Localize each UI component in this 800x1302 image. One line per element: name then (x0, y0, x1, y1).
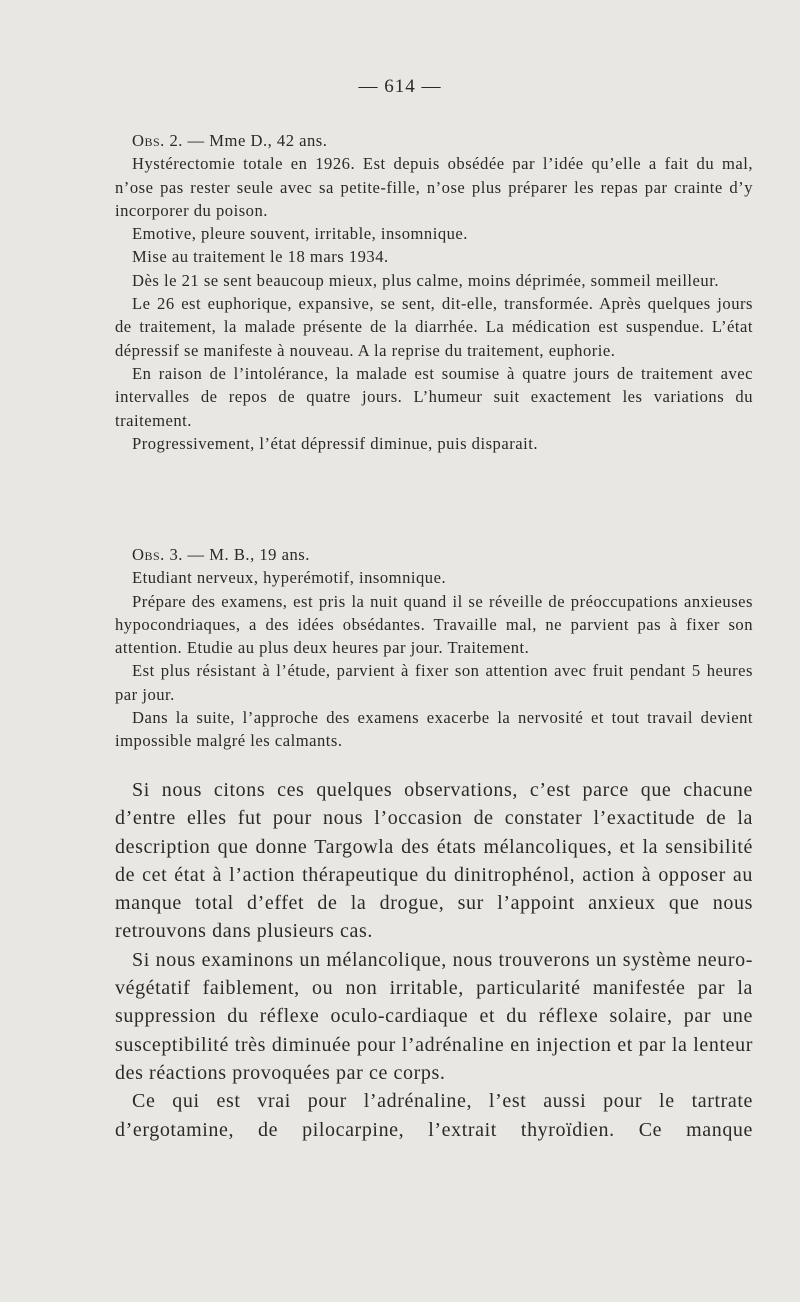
paragraph: Etudiant nerveux, hyperémotif, insomnique. (132, 568, 447, 588)
paragraph: Le 26 est euphorique, expansive, se sent, dit-elle, transformée. Après quelques jours de traitement, la malade présente de la diarrhée. La médication est suspendue. L’état dépressif se manifeste à nouveau. A la reprise du traitement, euphorie. (115, 294, 753, 360)
observation-2 (115, 129, 753, 455)
paragraph: Ce qui est vrai pour l’adrénaline, l’est aussi pour le tartrate d’ergotamine, de pilocarpine, l’extrait thyroïdien. Ce manque (115, 1090, 753, 1141)
paragraph: Hystérectomie totale en 1926. Est depuis obsédée par l’idée qu’elle a fait du mal, n’ose pas rester seule avec sa petite-fille, n’ose plus préparer les repas par crainte d’y incorporer du poison. (115, 154, 753, 220)
paragraph: Est plus résistant à l’étude, parvient à fixer son attention avec fruit pendant 5 heures par jour. (115, 661, 753, 704)
paragraph: Emotive, pleure souvent, irritable, insomnique. (132, 224, 468, 244)
observation-3 (115, 543, 753, 753)
observation-label: Obs. 2. (132, 131, 183, 150)
observation-subject: — M. B., 19 ans. (182, 545, 310, 564)
page-number: — 614 — (358, 76, 442, 97)
paragraph: Si nous citons ces quelques observations, c’est parce que chacune d’entre elles fut pour nous l’occasion de constater l’exactitude de la description que donne Targowla des états mélancoliques, et la sensibilité de cet état à l’action thérapeutique du dinitrophénol, action à opposer au manque total d’effet de la drogue, sur l’appoint anxieux que nous retrouvons dans plusieurs cas. (115, 779, 753, 943)
paragraph: Mise au traitement le 18 mars 1934. (132, 247, 389, 267)
paragraph: Progressivement, l’état dépressif diminue, puis disparait. (132, 433, 538, 453)
observation-label: Obs. 3. (132, 545, 183, 564)
paragraph: Dans la suite, l’approche des examens exacerbe la nervosité et tout travail devient impossible malgré les calmants. (115, 708, 753, 751)
observation-heading (115, 129, 753, 152)
observation-heading (115, 543, 753, 566)
paragraph: Si nous examinons un mélancolique, nous trouverons un système neuro-végétatif faiblement, ou non irritable, particularité manifestée par la suppression du réflexe oculo-cardiaque et du réflexe solaire, par une susceptibilité très diminuée pour l’adrénaline en injection et par la lenteur des réactions provoquées par ce corps. (115, 948, 753, 1084)
main-text (115, 776, 753, 1144)
paragraph: En raison de l’intolérance, la malade est soumise à quatre jours de traitement avec intervalles de repos de quatre jours. L’humeur suit exactement les variations du traitement. (115, 363, 753, 430)
paragraph: Prépare des examens, est pris la nuit quand il se réveille de préoccupations anxieuses hypocondriaques, a des idées obsédantes. Travaille mal, ne parvient pas à fixer son attention. Etudie au plus deux heures par jour. Traitement. (115, 591, 753, 658)
paragraph: Dès le 21 se sent beaucoup mieux, plus calme, moins déprimée, sommeil meilleur. (132, 270, 719, 290)
observation-subject: — Mme D., 42 ans. (182, 131, 328, 150)
